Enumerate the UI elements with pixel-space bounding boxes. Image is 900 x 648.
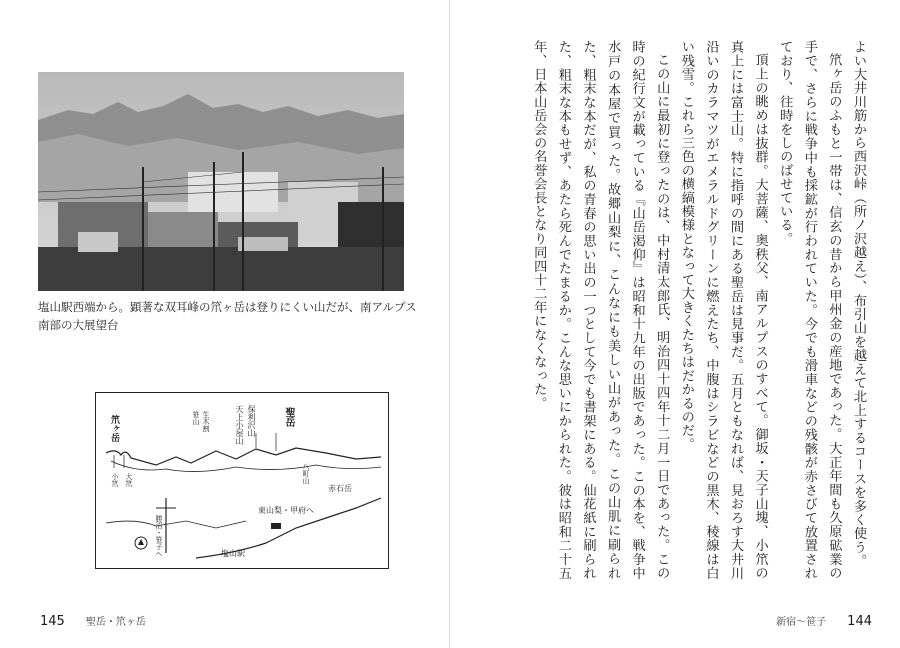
paragraph-2: 笊ヶ岳のふもと一帯は、信玄の昔から甲州金の産地であった。大正年間も久原砿業の手で、さらに戦争中も採鉱が行われていた。今でも滑車などの残骸が赤さびて放置されており、往時をしのばせている。 [777, 40, 842, 580]
map-label-akaishi: 赤石岳 [328, 484, 352, 493]
paragraph-4: この山に最初に登ったのは、中村清太郎氏、明治四十四年十二月一日であった。この時の紀行文が載っている『山岳渇仰』は昭和十九年の出版であった。この本を、戦争中水戸の本屋で買った。故郷山梨に、こんなにも美しい山があった。この山肌に刷られた、粗末な本だが、私の青春の思い出の一つとして今でも書架にある。仙花紙に刷られた、粗末な本もせず、あたら死んでたまるか。こんな思いにかられた。彼は昭和二十五年、日本山岳会の名誉会長となり同四十二年になくなった。 [531, 40, 670, 580]
paragraph-3: 頂上の眺めは抜群。大菩薩、奥秩父、南アルプスのすべて。御坂・天子山塊、小笊の真上には富士山。特に指呼の間にある聖岳は見事だ。五月ともなれば、見おろす大井川沿いのカラマツがエメラルドグリーンに燃えたち、中腹はシラビなどの黒木、稜線は白い残雪。これら三色の横縞模様となって大きくたちはだかるのだ。 [678, 40, 768, 580]
map-label-tenjo: 天上小屋山 [235, 405, 244, 445]
paragraph-1: よい大井川筋から西沢峠（所ノ沢越え）、布引山を越えて北上するコースを多く使う。 [851, 40, 866, 568]
map-label-horisawa: 保利沢山 [247, 405, 256, 437]
map-label-higashiyamanashi: 東山梨・甲府へ [258, 506, 314, 515]
running-title-left: 聖岳・笊ヶ岳 [85, 617, 146, 628]
route-map [95, 392, 389, 569]
photo-enzan-station-view [38, 72, 404, 291]
map-label-hijiri: 聖岳 [283, 407, 294, 427]
map-label-hachimachi: 八町山 [302, 463, 310, 484]
map-label-enzan-station: 塩山駅 [221, 549, 245, 558]
page-number-right: 144 [847, 614, 872, 629]
right-page [450, 0, 900, 648]
body-text [485, 40, 870, 580]
map-label-ozaru: 大笊 [125, 473, 133, 487]
map-label-kozaru: 小笊 [111, 473, 119, 487]
map-label-ikuyama: 生木割 [202, 411, 210, 432]
map-label-katsunuma: 勝沼・笹子へ [155, 515, 163, 557]
map-label-sasayama: 笹山 [192, 411, 200, 425]
map-label-zaru: 笊ヶ岳 [109, 415, 119, 442]
photo-illustration [38, 72, 404, 291]
page-number-left: 145 [40, 614, 65, 629]
right-folio [776, 610, 872, 629]
running-title-right: 新宿〜笹子 [776, 617, 827, 628]
photo-caption: 塩山駅西端から。顕著な双耳峰の笊ヶ岳は登りにくい山だが、南アルプス南部の大展望台 [38, 300, 417, 332]
left-folio [40, 610, 146, 629]
